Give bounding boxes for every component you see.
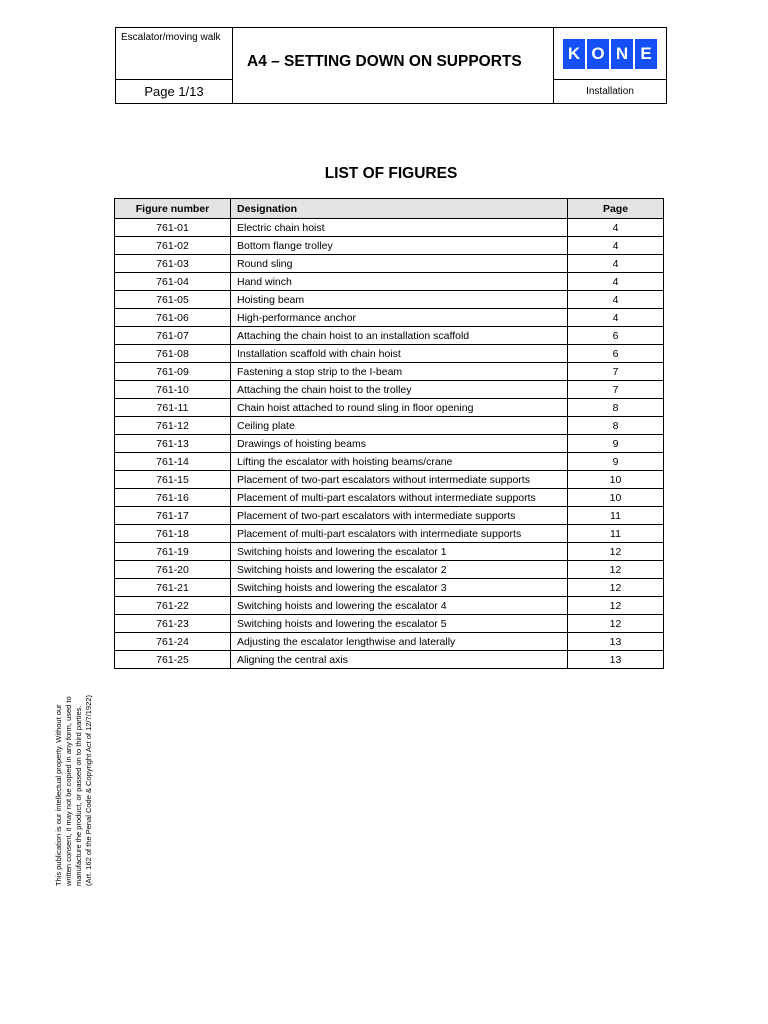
table-header-row bbox=[115, 199, 664, 219]
table-row bbox=[115, 417, 664, 435]
figure-number-cell: 761-12 bbox=[115, 417, 231, 435]
document-header bbox=[115, 27, 667, 104]
figure-number-cell: 761-17 bbox=[115, 507, 231, 525]
figure-number-cell: 761-14 bbox=[115, 453, 231, 471]
designation-cell: Switching hoists and lowering the escalator 1 bbox=[231, 543, 568, 561]
designation-cell: Switching hoists and lowering the escalator 2 bbox=[231, 561, 568, 579]
copyright-line: manufacture the product, or passed on to third parties. bbox=[74, 705, 83, 886]
document-title: A4 – SETTING DOWN ON SUPPORTS bbox=[247, 53, 522, 70]
page-cell: 4 bbox=[568, 273, 664, 291]
designation-cell: Placement of multi-part escalators without intermediate supports bbox=[231, 489, 568, 507]
table-row bbox=[115, 273, 664, 291]
page-cell: 12 bbox=[568, 579, 664, 597]
figures-table bbox=[114, 198, 664, 669]
table-row bbox=[115, 543, 664, 561]
table-row bbox=[115, 453, 664, 471]
department-label: Installation bbox=[553, 80, 666, 103]
page-cell: 12 bbox=[568, 597, 664, 615]
designation-cell: Attaching the chain hoist to the trolley bbox=[231, 381, 568, 399]
page-cell: 11 bbox=[568, 507, 664, 525]
designation-cell: Adjusting the escalator lengthwise and laterally bbox=[231, 633, 568, 651]
header-figure-number: Figure number bbox=[115, 199, 231, 219]
table-row bbox=[115, 219, 664, 237]
figure-number-cell: 761-19 bbox=[115, 543, 231, 561]
figure-number-cell: 761-02 bbox=[115, 237, 231, 255]
page-cell: 10 bbox=[568, 489, 664, 507]
figure-number-cell: 761-11 bbox=[115, 399, 231, 417]
designation-cell: Attaching the chain hoist to an installation scaffold bbox=[231, 327, 568, 345]
table-row bbox=[115, 561, 664, 579]
designation-cell: Hoisting beam bbox=[231, 291, 568, 309]
logo-letter: E bbox=[635, 39, 657, 69]
figure-number-cell: 761-24 bbox=[115, 633, 231, 651]
page-cell: 13 bbox=[568, 651, 664, 669]
designation-cell: Installation scaffold with chain hoist bbox=[231, 345, 568, 363]
table-row bbox=[115, 525, 664, 543]
designation-cell: Aligning the central axis bbox=[231, 651, 568, 669]
designation-cell: Bottom flange trolley bbox=[231, 237, 568, 255]
page-cell: 4 bbox=[568, 291, 664, 309]
table-row bbox=[115, 399, 664, 417]
designation-cell: Hand winch bbox=[231, 273, 568, 291]
figure-number-cell: 761-09 bbox=[115, 363, 231, 381]
table-row bbox=[115, 651, 664, 669]
product-label: Escalator/moving walk bbox=[116, 28, 233, 80]
designation-cell: Electric chain hoist bbox=[231, 219, 568, 237]
figure-number-cell: 761-05 bbox=[115, 291, 231, 309]
figure-number-cell: 761-25 bbox=[115, 651, 231, 669]
page-cell: 12 bbox=[568, 543, 664, 561]
table-row bbox=[115, 471, 664, 489]
designation-cell: Drawings of hoisting beams bbox=[231, 435, 568, 453]
copyright-line: (Art. 162 of the Penal Code & Copyright Act of 12/7/1922) bbox=[84, 695, 93, 886]
header-page: Page bbox=[568, 199, 664, 219]
table-row bbox=[115, 255, 664, 273]
page-cell: 4 bbox=[568, 309, 664, 327]
table-row bbox=[115, 309, 664, 327]
page-cell: 13 bbox=[568, 633, 664, 651]
figure-number-cell: 761-06 bbox=[115, 309, 231, 327]
table-row bbox=[115, 507, 664, 525]
figure-number-cell: 761-18 bbox=[115, 525, 231, 543]
designation-cell: Placement of multi-part escalators with intermediate supports bbox=[231, 525, 568, 543]
page-cell: 6 bbox=[568, 345, 664, 363]
figure-number-cell: 761-16 bbox=[115, 489, 231, 507]
page-cell: 10 bbox=[568, 471, 664, 489]
table-row bbox=[115, 435, 664, 453]
figure-number-cell: 761-03 bbox=[115, 255, 231, 273]
designation-cell: Chain hoist attached to round sling in floor opening bbox=[231, 399, 568, 417]
table-row bbox=[115, 363, 664, 381]
designation-cell: Switching hoists and lowering the escalator 4 bbox=[231, 597, 568, 615]
page-cell: 9 bbox=[568, 435, 664, 453]
copyright-line: This publication is our intellectual property. Without our bbox=[54, 704, 63, 886]
page-cell: 4 bbox=[568, 237, 664, 255]
header-designation: Designation bbox=[231, 199, 568, 219]
copyright-notice bbox=[54, 686, 94, 886]
page-cell: 12 bbox=[568, 615, 664, 633]
designation-cell: Lifting the escalator with hoisting beams/crane bbox=[231, 453, 568, 471]
designation-cell: Switching hoists and lowering the escalator 5 bbox=[231, 615, 568, 633]
copyright-line: written consent, it may not be copied in any form, used to bbox=[64, 696, 73, 886]
page-cell: 8 bbox=[568, 399, 664, 417]
page-cell: 7 bbox=[568, 381, 664, 399]
designation-cell: Switching hoists and lowering the escalator 3 bbox=[231, 579, 568, 597]
table-body bbox=[115, 219, 664, 669]
page-cell: 9 bbox=[568, 453, 664, 471]
figure-number-cell: 761-04 bbox=[115, 273, 231, 291]
designation-cell: Round sling bbox=[231, 255, 568, 273]
page-cell: 4 bbox=[568, 255, 664, 273]
designation-cell: Fastening a stop strip to the I-beam bbox=[231, 363, 568, 381]
page-cell: 12 bbox=[568, 561, 664, 579]
table-row bbox=[115, 291, 664, 309]
kone-logo bbox=[553, 28, 666, 80]
page-number: Page 1/13 bbox=[116, 80, 233, 103]
figure-number-cell: 761-07 bbox=[115, 327, 231, 345]
table-row bbox=[115, 237, 664, 255]
figure-number-cell: 761-10 bbox=[115, 381, 231, 399]
table-row bbox=[115, 633, 664, 651]
page-cell: 11 bbox=[568, 525, 664, 543]
table-row bbox=[115, 489, 664, 507]
logo-letter: O bbox=[587, 39, 609, 69]
table-row bbox=[115, 327, 664, 345]
list-title: LIST OF FIGURES bbox=[324, 165, 458, 182]
designation-cell: High-performance anchor bbox=[231, 309, 568, 327]
page-cell: 7 bbox=[568, 363, 664, 381]
figure-number-cell: 761-20 bbox=[115, 561, 231, 579]
figure-number-cell: 761-23 bbox=[115, 615, 231, 633]
page-cell: 6 bbox=[568, 327, 664, 345]
figure-number-cell: 761-15 bbox=[115, 471, 231, 489]
page-cell: 4 bbox=[568, 219, 664, 237]
table-row bbox=[115, 345, 664, 363]
figure-number-cell: 761-13 bbox=[115, 435, 231, 453]
figure-number-cell: 761-08 bbox=[115, 345, 231, 363]
designation-cell: Ceiling plate bbox=[231, 417, 568, 435]
logo-letter: N bbox=[611, 39, 633, 69]
figure-number-cell: 761-21 bbox=[115, 579, 231, 597]
page-cell: 8 bbox=[568, 417, 664, 435]
table-row bbox=[115, 615, 664, 633]
table-row bbox=[115, 579, 664, 597]
designation-cell: Placement of two-part escalators without intermediate supports bbox=[231, 471, 568, 489]
designation-cell: Placement of two-part escalators with intermediate supports bbox=[231, 507, 568, 525]
logo-boxes bbox=[563, 39, 657, 69]
figure-number-cell: 761-22 bbox=[115, 597, 231, 615]
table-row bbox=[115, 597, 664, 615]
table-row bbox=[115, 381, 664, 399]
figure-number-cell: 761-01 bbox=[115, 219, 231, 237]
logo-letter: K bbox=[563, 39, 585, 69]
